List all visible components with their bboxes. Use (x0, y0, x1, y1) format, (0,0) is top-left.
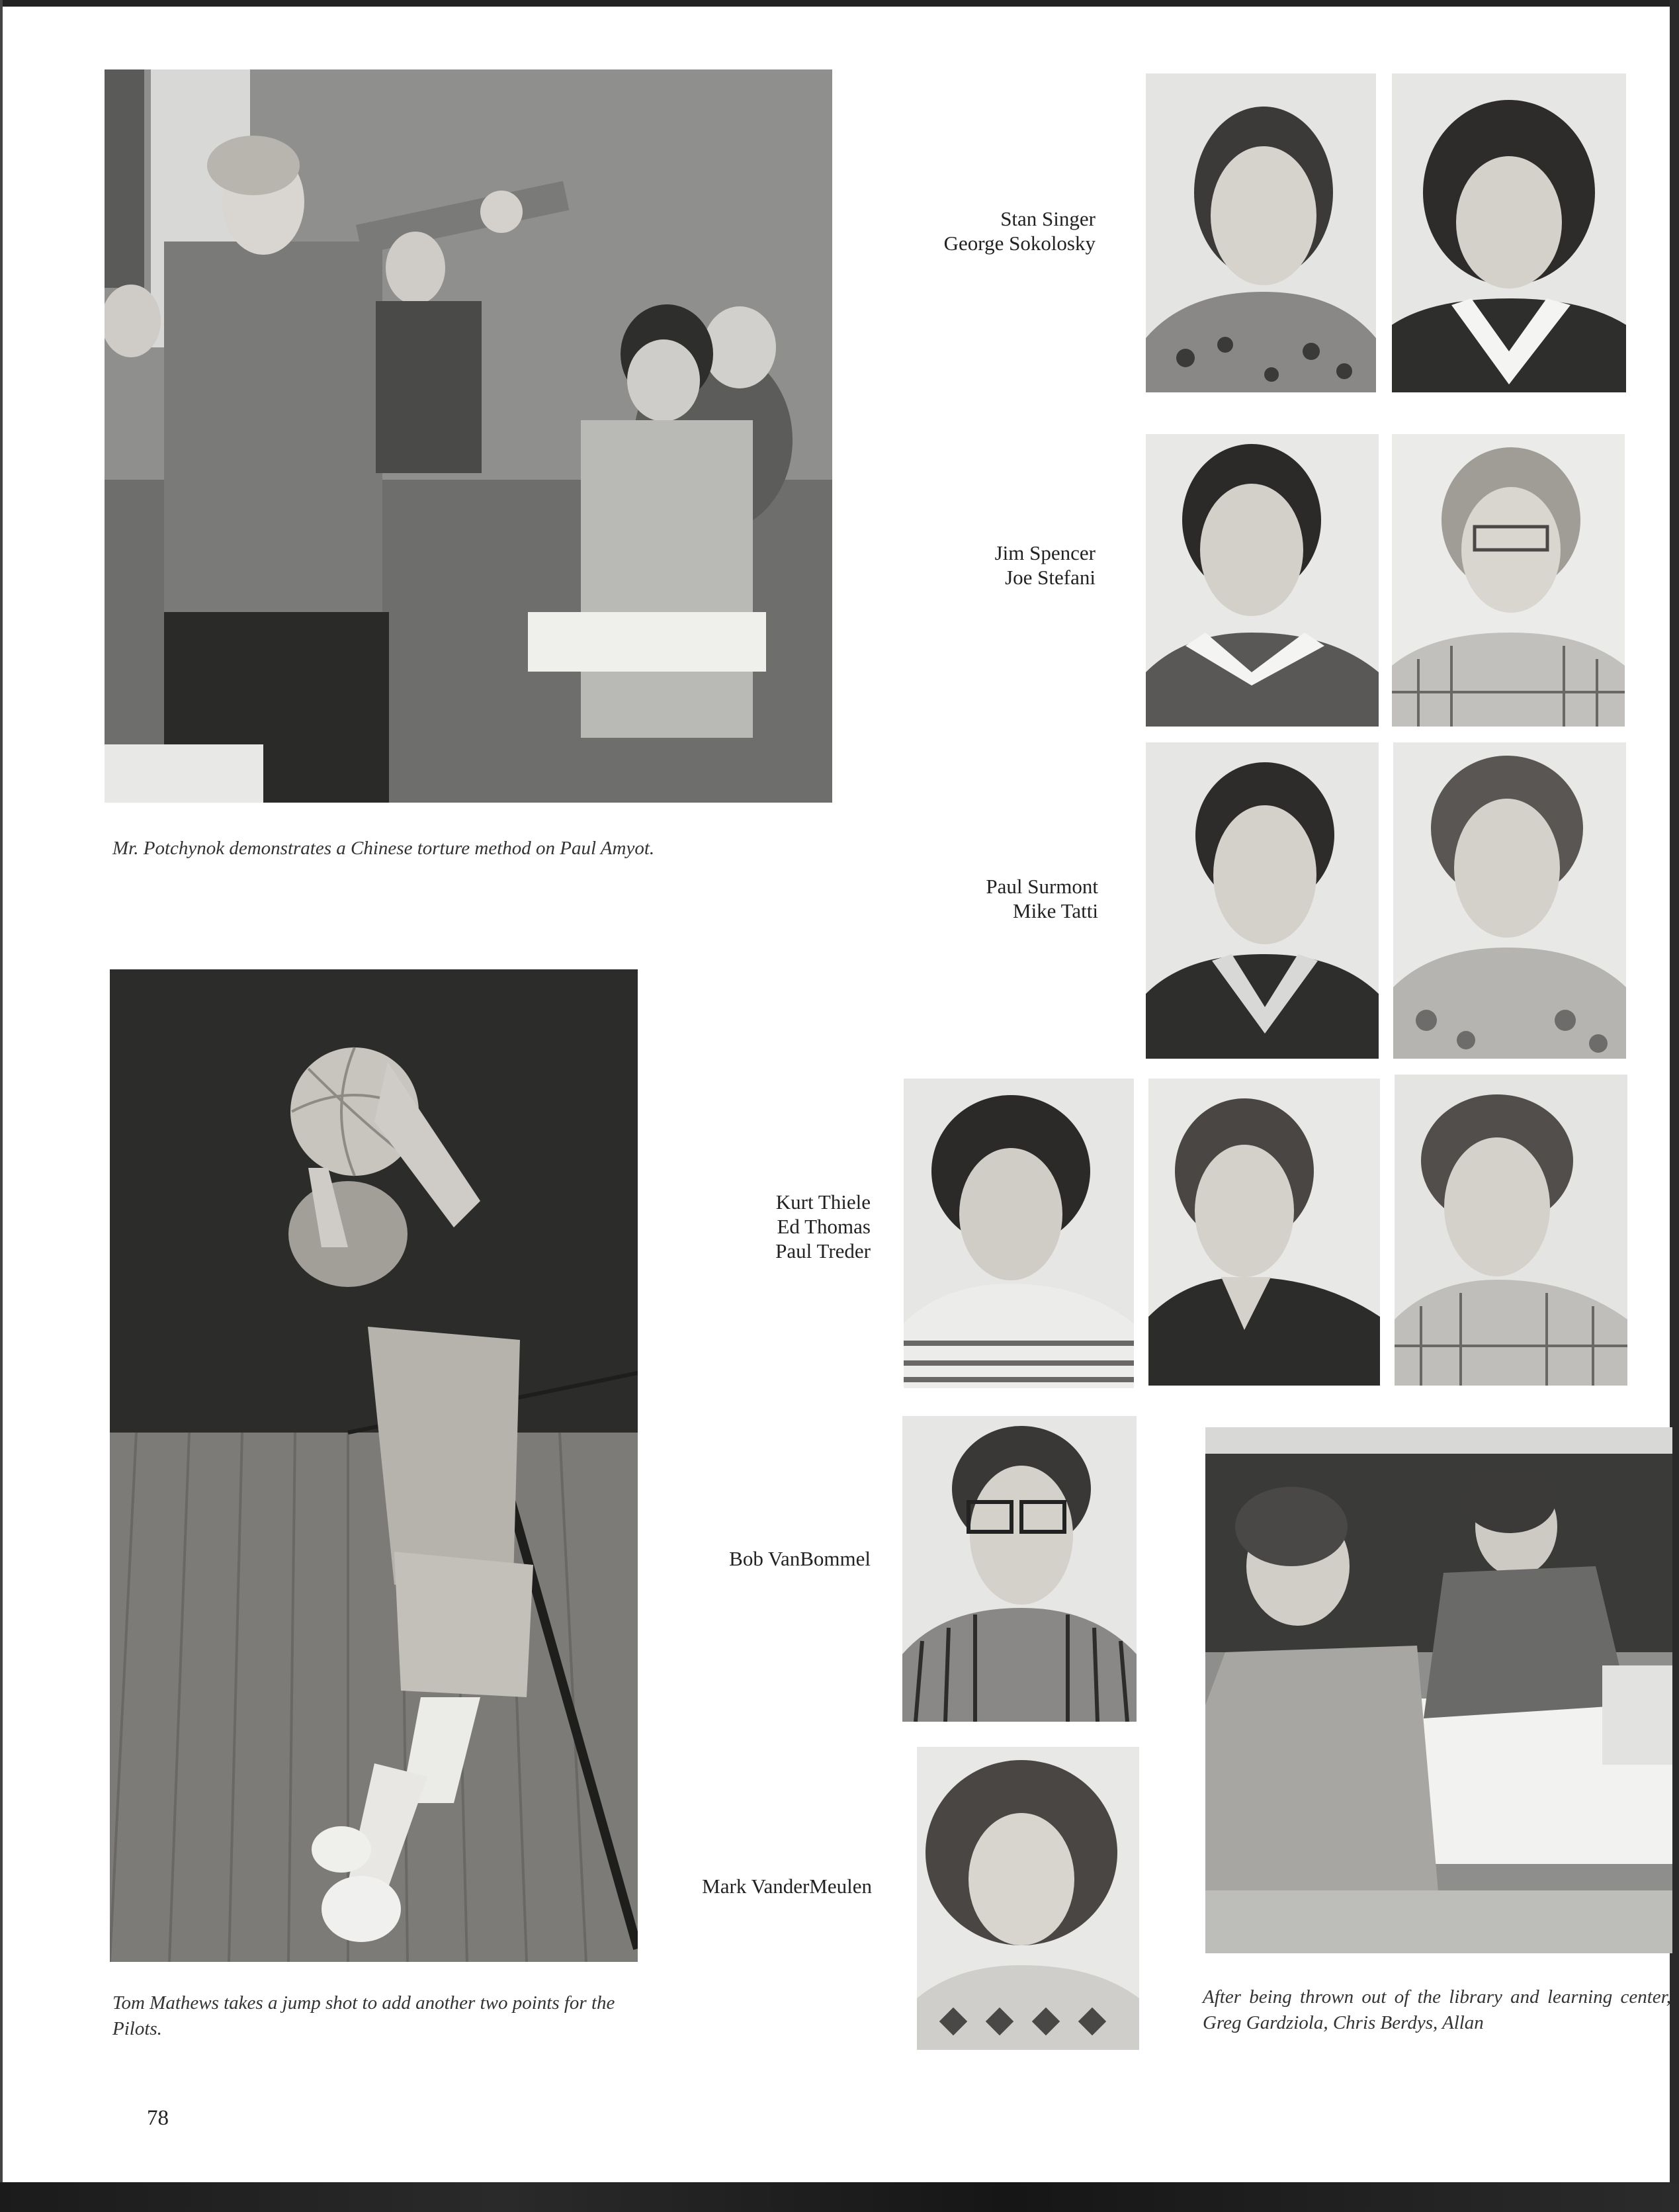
name-group-singer-sokolosky (847, 206, 1096, 255)
portrait-ed-thomas (1148, 1079, 1380, 1386)
student-name: George Sokolosky (943, 232, 1096, 255)
portrait-jim-spencer (1146, 434, 1379, 727)
basketball-caption: Tom Mathews takes a jump shot to add another two points for the Pilots. (112, 1992, 615, 2039)
portrait-bob-vanbommel (902, 1416, 1137, 1722)
name-group-thiele-thomas-treder (648, 1190, 871, 1263)
page-left-edge (0, 0, 3, 2212)
page-top-edge (0, 0, 1679, 7)
name-group-surmont-tatti (847, 874, 1098, 923)
name-group-vandermeulen (648, 1874, 872, 1898)
portrait-mike-tatti (1393, 742, 1626, 1059)
portrait-stan-singer (1146, 73, 1376, 392)
page-bottom-edge (0, 2182, 1679, 2212)
basketball-photo (110, 969, 638, 1962)
name-group-vanbommel (648, 1546, 871, 1571)
student-name: Bob VanBommel (729, 1547, 871, 1570)
portrait-paul-surmont (1146, 742, 1379, 1059)
name-group-spencer-stefani (847, 541, 1096, 590)
classroom-photo (105, 69, 832, 803)
student-name: Ed Thomas (777, 1215, 871, 1238)
student-name: Mark VanderMeulen (702, 1875, 872, 1898)
student-name: Jim Spencer (994, 541, 1096, 564)
student-name: Mike Tatti (1013, 899, 1098, 922)
library-caption: After being thrown out of the library and learning center, Greg Gardziola, Chris Berdys, Allan (1203, 1986, 1671, 2033)
student-name: Joe Stefani (1005, 566, 1096, 589)
page-number: 78 (147, 2106, 169, 2130)
student-name: Stan Singer (1000, 207, 1096, 230)
library-photo (1205, 1427, 1672, 1953)
student-name: Kurt Thiele (775, 1190, 871, 1214)
portrait-george-sokolosky (1392, 73, 1626, 392)
classroom-caption: Mr. Potchynok demonstrates a Chinese torture method on Paul Amyot. (112, 838, 655, 859)
portrait-mark-vandermeulen (917, 1747, 1139, 2050)
portrait-joe-stefani (1392, 434, 1625, 727)
portrait-kurt-thiele (904, 1079, 1134, 1388)
portrait-paul-treder (1395, 1075, 1627, 1386)
student-name: Paul Treder (775, 1239, 871, 1262)
student-name: Paul Surmont (986, 875, 1098, 898)
